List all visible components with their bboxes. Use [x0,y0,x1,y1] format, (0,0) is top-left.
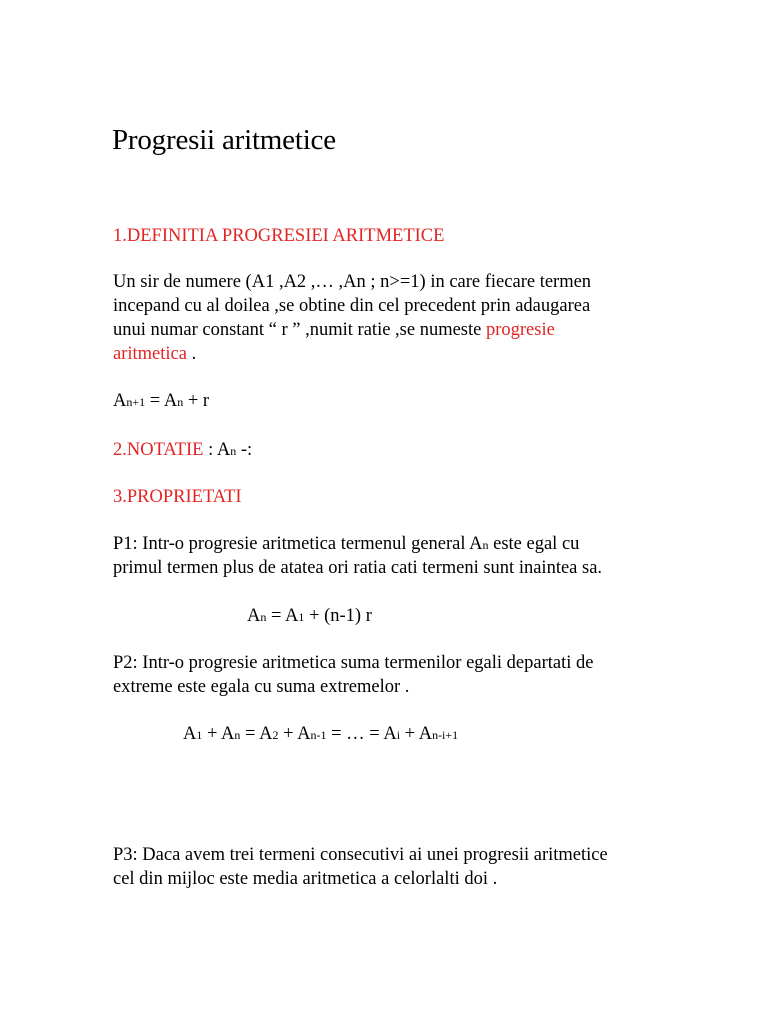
section-heading-notation: 2.NOTATIE [113,440,204,460]
definition-line-1: Un sir de numere (A1 ,A2 ,… ,An ; n>=1) in care fiecare termen [113,272,592,292]
notation-line [113,438,252,463]
formula-term: = A [145,391,178,411]
formula-term: + A [202,724,235,744]
formula-term: + A [278,724,311,744]
notation-term: : A [203,440,231,460]
formula-subscript: 1 [298,610,305,624]
formula-subscript: n [260,610,267,624]
p1-subscript: n [482,538,489,552]
formula-term: = … = A [326,724,397,744]
definition-line-4 [113,342,196,366]
notation-suffix: -: [236,440,253,460]
formula-subscript: n [177,395,184,409]
p1-line-1 [113,532,579,557]
section-heading-definition: 1.DEFINITIA PROGRESIEI ARITMETICE [113,226,445,246]
definition-line-4-text: . [186,344,197,364]
formula-term: + A [400,724,433,744]
p3-line-1: P3: Daca avem trei termeni consecutivi ai unei progresii aritmetice [113,845,608,865]
recurrence-formula [113,389,209,414]
definition-line-2: incepand cu al doilea ,se obtine din cel precedent prin adaugarea [113,296,591,316]
formula-term: = A [240,724,273,744]
section-heading-properties: 3.PROPRIETATI [113,487,242,507]
p1-text: este egal cu [488,534,580,554]
formula-term: = A [266,606,299,626]
formula-subscript: 2 [272,728,279,742]
p1-text: P1: Intr-o progresie aritmetica termenul general A [113,534,483,554]
page-title: Progresii aritmetice [112,124,336,156]
formula-subscript: n-i+1 [432,728,459,742]
formula-term: A [113,391,127,411]
p3-line-2: cel din mijloc este media aritmetica a celorlalti doi . [113,869,498,889]
p2-formula [183,722,458,747]
notation-subscript: n [230,444,237,458]
p2-line-2: extreme este egala cu suma extremelor . [113,677,410,697]
formula-subscript: n [234,728,241,742]
formula-subscript: n-1 [310,728,327,742]
formula-subscript: i [396,728,401,742]
p2-line-1: P2: Intr-o progresie aritmetica suma termenilor egali departati de [113,653,594,673]
highlighted-term-progresie: progresie [485,320,555,340]
highlighted-term-aritmetica: aritmetica [113,344,187,364]
formula-term: A [183,724,197,744]
formula-subscript: n+1 [126,395,146,409]
definition-line-3 [113,318,555,342]
formula-subscript: 1 [196,728,203,742]
formula-term: + r [183,391,210,411]
definition-line-3-text: unui numar constant “ r ” ,numit ratie ,se numeste [113,320,486,340]
formula-term: A [247,606,261,626]
p1-formula [247,604,372,629]
formula-term: + (n-1) r [304,606,372,626]
p1-line-2: primul termen plus de atatea ori ratia cati termeni sunt inaintea sa. [113,558,603,578]
